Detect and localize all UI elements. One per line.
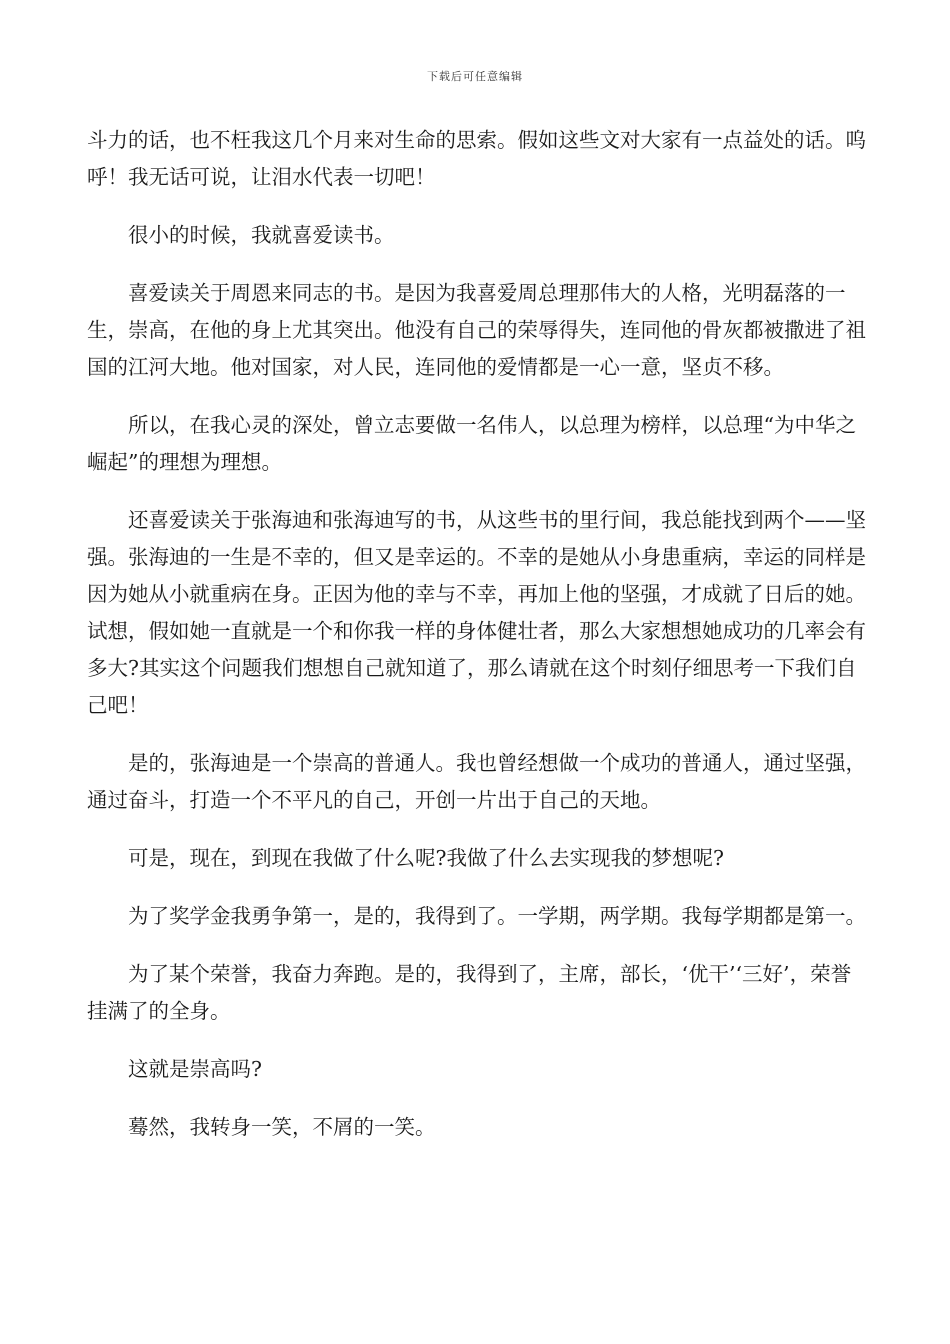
- paragraph: 喜爱读关于周恩来同志的书。是因为我喜爱周总理那伟大的人格，光明磊落的一生，崇高，在他的身上尤其突出。他没有自己的荣辱得失，连同他的骨灰都被撒进了祖国的江河大地。他对国家，对人民，连同他的爱情都是一心一意，坚贞不移。: [87, 281, 866, 379]
- paragraph: 还喜爱读关于张海迪和张海迪写的书，从这些书的里行间，我总能找到两个——坚强。张海迪的一生是不幸的，但又是幸运的。不幸的是她从小身患重病，幸运的同样是因为她从小就重病在身。正因为他的幸与不幸，再加上他的坚强，才成就了日后的她。试想，假如她一直就是一个和你我一样的身体健壮者，那么大家想想她成功的几率会有多大?其实这个问题我们想想自己就知道了，那么请就在这个时刻仔细思考一下我们自己吧！: [87, 508, 866, 717]
- paragraph: 蓦然，我转身一笑，不屑的一笑。: [128, 1115, 436, 1139]
- paragraph: 所以，在我心灵的深处，曾立志要做一名伟人，以总理为榜样，以总理“为中华之崛起”的理想为理想。: [87, 413, 856, 474]
- paragraph: 是的，张海迪是一个崇高的普通人。我也曾经想做一个成功的普通人，通过坚强，通过奋斗，打造一个不平凡的自己，开创一片出于自己的天地。: [87, 751, 866, 812]
- header-note: 下载后可任意编辑: [427, 70, 523, 83]
- paragraph: 可是，现在，到现在我做了什么呢?我做了什么去实现我的梦想呢?: [128, 846, 724, 870]
- paragraph: 斗力的话，也不枉我这几个月来对生命的思索。假如这些文对大家有一点益处的话。呜呼！我无话可说，让泪水代表一切吧！: [87, 128, 866, 189]
- document-body: [87, 122, 867, 1167]
- paragraph: 很小的时候，我就喜爱读书。: [128, 223, 395, 247]
- paragraph: 为了奖学金我勇争第一，是的，我得到了。一学期，两学期。我每学期都是第一。: [128, 904, 866, 928]
- paragraph: 为了某个荣誉，我奋力奔跑。是的，我得到了，主席，部长，‘优干’‘三好’，荣誉挂满了的全身。: [87, 962, 852, 1023]
- paragraph: 这就是崇高吗?: [128, 1057, 262, 1081]
